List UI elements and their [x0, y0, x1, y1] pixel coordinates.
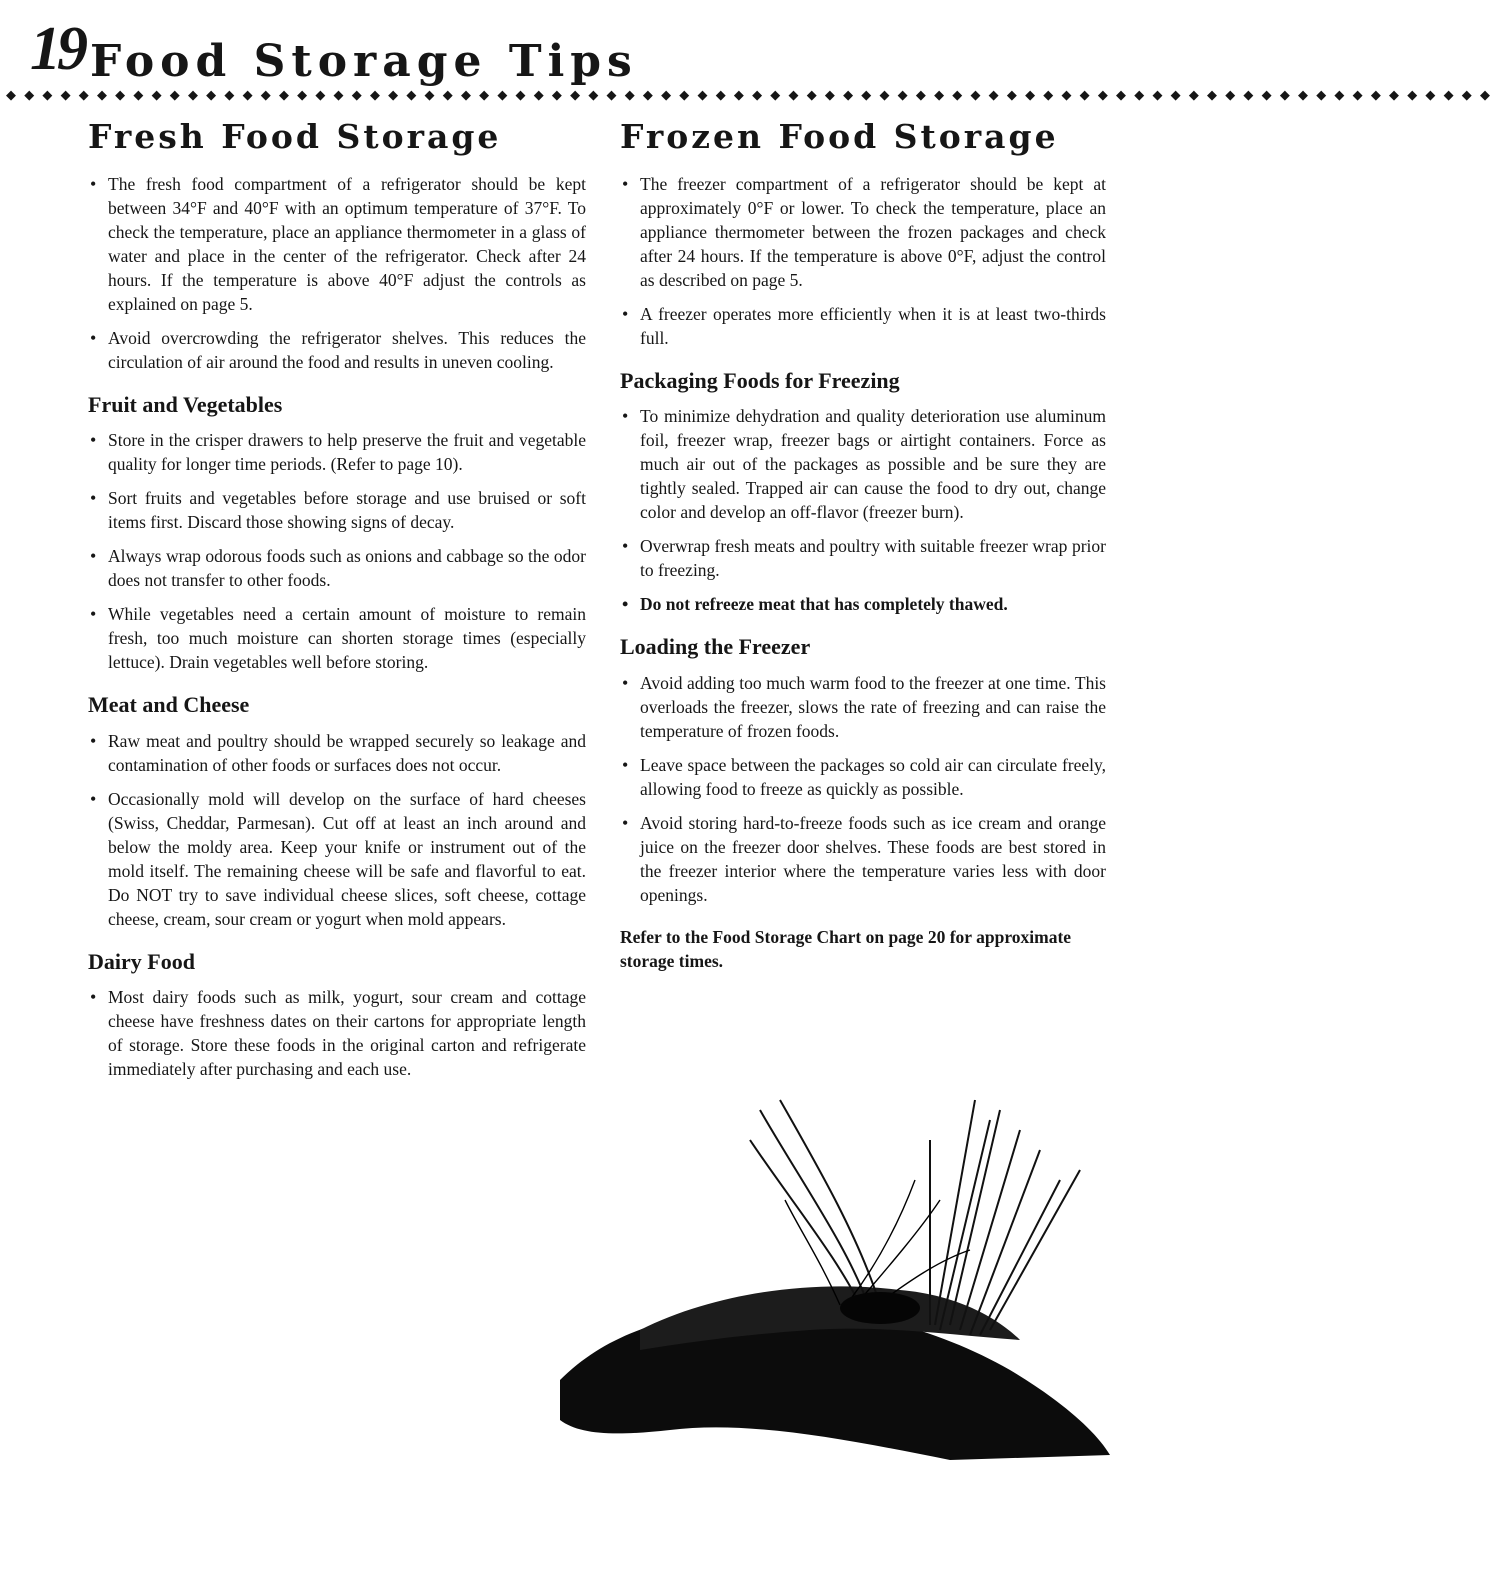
fresh-food-column	[86, 118, 586, 1091]
storage-chart-reference: Refer to the Food Storage Chart on page 20 for approximate storage times.	[620, 926, 1072, 971]
loading-freezer-list	[618, 671, 1106, 907]
fruit-vegetables-heading: Fruit and Vegetables	[88, 391, 283, 417]
frozen-food-column	[618, 118, 1106, 973]
page-title: Food Storage Tips	[90, 36, 638, 87]
list-item: • The fresh food compartment of a refrigerator should be kept between 34°F and 40°F with an optimum temperature of 37°F. To check the temperature, place an appliance thermometer in a glass of water and place in the center of the refrigerator. Check after 24 hours. If the temperature is above 40°F adjust the controls as explained on page 5.	[86, 172, 586, 316]
frozen-intro-list	[618, 172, 1106, 350]
list-item: • Always wrap odorous foods such as onions and cabbage so the odor does not transfer to other foods.	[86, 544, 586, 592]
frozen-food-heading: Frozen Food Storage	[620, 117, 1059, 156]
packaging-list	[618, 404, 1106, 616]
list-item: • A freezer operates more efficiently when it is at least two-thirds full.	[618, 302, 1106, 350]
list-item: • Do not refreeze meat that has completely thawed.	[618, 592, 1106, 616]
list-item: • To minimize dehydration and quality deterioration use aluminum foil, freezer wrap, freezer bags or airtight containers. Force as much air out of the packages as possible and be sure they are tightly sealed. Trapped air can cause the food to dry out, change color and develop an off-flavor (freezer burn).	[618, 404, 1106, 524]
list-item: • Overwrap fresh meats and poultry with suitable freezer wrap prior to freezing.	[618, 534, 1106, 582]
dairy-food-heading: Dairy Food	[88, 948, 195, 974]
page-number: 19	[30, 15, 84, 83]
list-item: • While vegetables need a certain amount of moisture to remain fresh, too much moisture can shorten storage times (especially lettuce). Drain vegetables well before storing.	[86, 602, 586, 674]
fruit-vegetables-list	[86, 428, 586, 674]
loading-freezer-heading: Loading the Freezer	[620, 634, 811, 660]
list-item: • Sort fruits and vegetables before storage and use bruised or soft items first. Discard those showing signs of decay.	[86, 486, 586, 534]
fresh-food-heading: Fresh Food Storage	[88, 117, 502, 156]
diamond-divider: ◆◆◆◆◆◆◆◆◆◆◆◆◆◆◆◆◆◆◆◆◆◆◆◆◆◆◆◆◆◆◆◆◆◆◆◆◆◆◆◆◆◆◆◆◆◆◆◆◆◆◆◆◆◆◆◆◆◆◆◆◆◆◆◆◆◆◆◆◆◆◆◆◆◆◆◆◆◆◆◆◆◆	[6, 87, 1498, 102]
fresh-intro-list	[86, 172, 586, 374]
list-item: • Avoid overcrowding the refrigerator shelves. This reduces the circulation of air around the food and results in uneven cooling.	[86, 326, 586, 374]
list-item: • Leave space between the packages so cold air can circulate freely, allowing food to freeze as quickly as possible.	[618, 753, 1106, 801]
list-item: • Occasionally mold will develop on the surface of hard cheeses (Swiss, Cheddar, Parmesan). Cut off at least an inch around and below the moldy area. Keep your knife or instrument out of the mold itself. The remaining cheese will be safe and flavorful to eat. Do NOT try to save individual cheese slices, soft cheese, cottage cheese, cream, sour cream or yogurt when mold appears.	[86, 787, 586, 931]
list-item: • Most dairy foods such as milk, yogurt, sour cream and cottage cheese have freshness dates on their cartons for appropriate length of storage. Store these foods in the original carton and refrigerate immediately after purchasing and each use.	[86, 985, 586, 1081]
list-item: • Store in the crisper drawers to help preserve the fruit and vegetable quality for longer time periods. (Refer to page 10).	[86, 428, 586, 476]
list-item: • The freezer compartment of a refrigerator should be kept at approximately 0°F or lower. To check the temperature, place an appliance thermometer between the frozen packages and check after 24 hours. If the temperature is above 0°F, adjust the control as described on page 5.	[618, 172, 1106, 292]
vegetable-bundle-illustration	[520, 1080, 1130, 1460]
meat-cheese-list	[86, 729, 586, 931]
meat-cheese-heading: Meat and Cheese	[88, 692, 250, 718]
list-item: • Avoid storing hard-to-freeze foods such as ice cream and orange juice on the freezer door shelves. These foods are best stored in the freezer interior where the temperature varies less with door openings.	[618, 811, 1106, 907]
dairy-food-list	[86, 985, 586, 1081]
packaging-heading: Packaging Foods for Freezing	[620, 367, 900, 393]
list-item: • Avoid adding too much warm food to the freezer at one time. This overloads the freezer, slows the rate of freezing and can raise the temperature of frozen foods.	[618, 671, 1106, 743]
list-item: • Raw meat and poultry should be wrapped securely so leakage and contamination of other foods or surfaces does not occur.	[86, 729, 586, 777]
